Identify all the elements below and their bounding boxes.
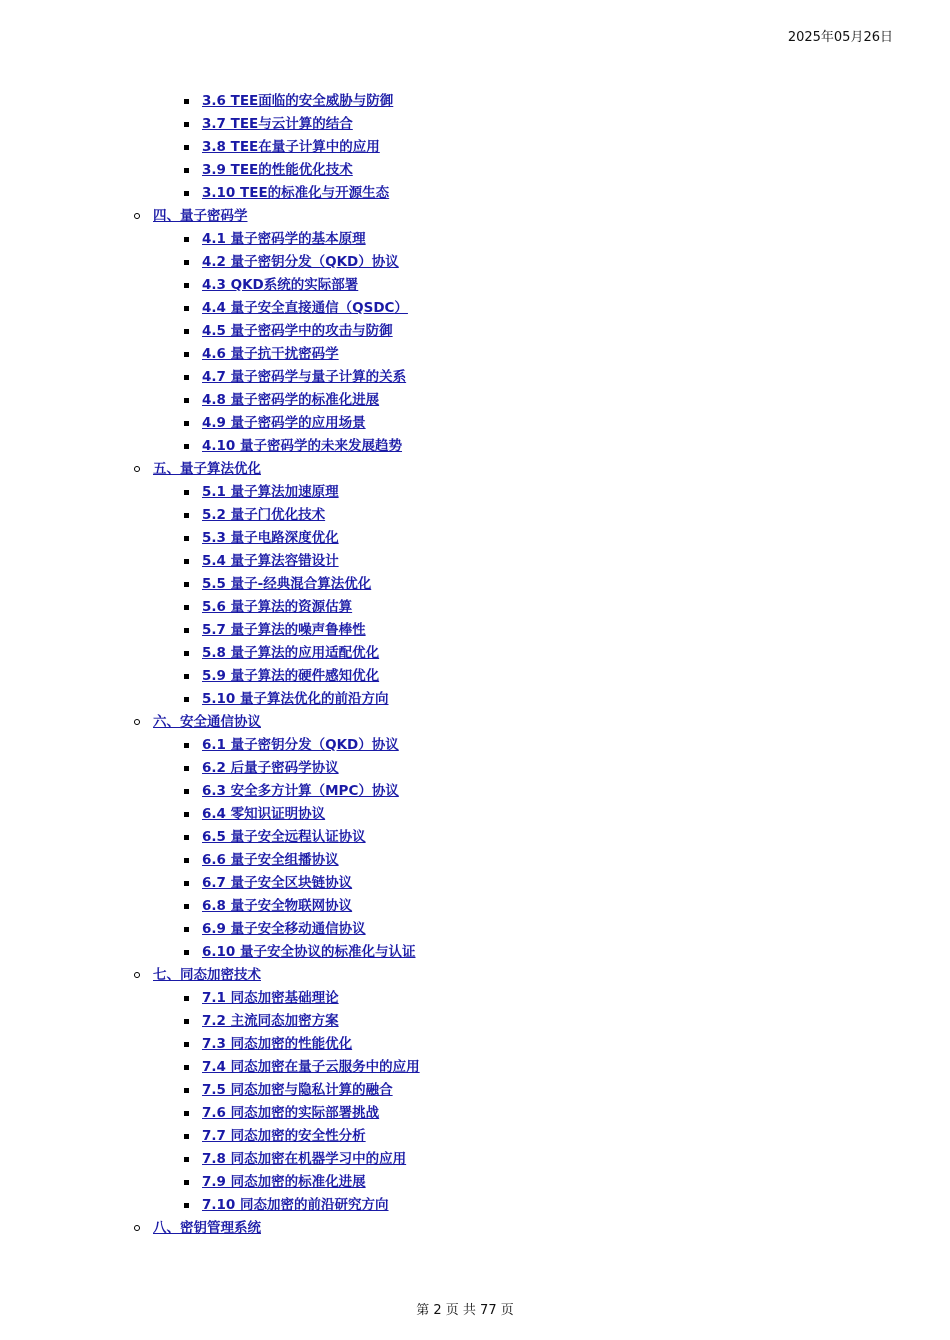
square-bullet-icon bbox=[184, 1019, 189, 1024]
header-date: 2025年05月26日 bbox=[787, 30, 893, 45]
toc-item bbox=[0, 1102, 950, 1125]
square-bullet-icon bbox=[184, 1180, 189, 1185]
toc-item bbox=[0, 435, 950, 458]
square-bullet-icon bbox=[184, 858, 189, 863]
toc-item bbox=[0, 596, 950, 619]
toc-section-link[interactable]: 六、安全通信协议 bbox=[153, 714, 261, 730]
toc-section-link[interactable]: 七、同态加密技术 bbox=[153, 967, 261, 983]
toc-item bbox=[0, 159, 950, 182]
square-bullet-icon bbox=[184, 237, 189, 242]
toc-item bbox=[0, 849, 950, 872]
square-bullet-icon bbox=[184, 1203, 189, 1208]
toc-item bbox=[0, 113, 950, 136]
square-bullet-icon bbox=[184, 283, 189, 288]
square-bullet-icon bbox=[184, 1111, 189, 1116]
square-bullet-icon bbox=[184, 1042, 189, 1047]
square-bullet-icon bbox=[184, 743, 189, 748]
toc-item-link[interactable]: 7.10 同态加密的前沿研究方向 bbox=[202, 1197, 389, 1213]
toc-item bbox=[0, 412, 950, 435]
toc-item-link[interactable]: 6.10 量子安全协议的标准化与认证 bbox=[202, 944, 416, 960]
toc-section-link[interactable]: 八、密钥管理系统 bbox=[153, 1220, 261, 1236]
toc-item-link[interactable]: 7.4 同态加密在量子云服务中的应用 bbox=[202, 1059, 420, 1075]
circle-bullet-icon bbox=[134, 972, 140, 978]
toc-item-link[interactable]: 6.7 量子安全区块链协议 bbox=[202, 875, 353, 891]
toc-item-link[interactable]: 6.3 安全多方计算（MPC）协议 bbox=[202, 783, 399, 799]
toc-item bbox=[0, 228, 950, 251]
toc-item-link[interactable]: 6.1 量子密钥分发（QKD）协议 bbox=[202, 737, 399, 753]
square-bullet-icon bbox=[184, 881, 189, 886]
toc-item-link[interactable]: 4.3 QKD系统的实际部署 bbox=[202, 277, 359, 293]
toc-item-link[interactable]: 5.6 量子算法的资源估算 bbox=[202, 599, 353, 615]
toc-item bbox=[0, 90, 950, 113]
toc-item bbox=[0, 872, 950, 895]
toc-item bbox=[0, 895, 950, 918]
toc-item bbox=[0, 1148, 950, 1171]
toc-item bbox=[0, 1194, 950, 1217]
toc-item bbox=[0, 366, 950, 389]
toc-item bbox=[0, 343, 950, 366]
toc-item-link[interactable]: 5.9 量子算法的硬件感知优化 bbox=[202, 668, 380, 684]
toc-item-link[interactable]: 5.2 量子门优化技术 bbox=[202, 507, 326, 523]
toc-item bbox=[0, 1125, 950, 1148]
toc-item bbox=[0, 182, 950, 205]
toc-item-link[interactable]: 3.10 TEE的标准化与开源生态 bbox=[202, 185, 390, 201]
toc-item-link[interactable]: 5.3 量子电路深度优化 bbox=[202, 530, 339, 546]
square-bullet-icon bbox=[184, 674, 189, 679]
square-bullet-icon bbox=[184, 605, 189, 610]
circle-bullet-icon bbox=[134, 466, 140, 472]
toc-item bbox=[0, 320, 950, 343]
toc-section bbox=[0, 711, 950, 734]
toc-item-link[interactable]: 4.10 量子密码学的未来发展趋势 bbox=[202, 438, 403, 454]
square-bullet-icon bbox=[184, 1134, 189, 1139]
toc-item bbox=[0, 941, 950, 964]
square-bullet-icon bbox=[184, 904, 189, 909]
toc-item bbox=[0, 297, 950, 320]
toc-item bbox=[0, 665, 950, 688]
toc-item-link[interactable]: 5.4 量子算法容错设计 bbox=[202, 553, 339, 569]
toc-section-link[interactable]: 五、量子算法优化 bbox=[153, 461, 261, 477]
toc-item bbox=[0, 619, 950, 642]
page-number: 第 2 页 共 77 页 bbox=[416, 1303, 514, 1318]
toc-item-link[interactable]: 6.6 量子安全组播协议 bbox=[202, 852, 339, 868]
toc-item-link[interactable]: 3.6 TEE面临的安全威胁与防御 bbox=[202, 93, 394, 109]
toc-item bbox=[0, 918, 950, 941]
toc-item-link[interactable]: 4.2 量子密钥分发（QKD）协议 bbox=[202, 254, 399, 270]
toc-item-link[interactable]: 4.6 量子抗干扰密码学 bbox=[202, 346, 339, 362]
square-bullet-icon bbox=[184, 444, 189, 449]
circle-bullet-icon bbox=[134, 719, 140, 725]
toc-item-link[interactable]: 4.7 量子密码学与量子计算的关系 bbox=[202, 369, 407, 385]
toc-item bbox=[0, 734, 950, 757]
square-bullet-icon bbox=[184, 651, 189, 656]
toc-item bbox=[0, 389, 950, 412]
toc-item-link[interactable]: 7.3 同态加密的性能优化 bbox=[202, 1036, 353, 1052]
square-bullet-icon bbox=[184, 513, 189, 518]
toc-item-link[interactable]: 5.5 量子-经典混合算法优化 bbox=[202, 576, 372, 592]
square-bullet-icon bbox=[184, 582, 189, 587]
square-bullet-icon bbox=[184, 260, 189, 265]
square-bullet-icon bbox=[184, 812, 189, 817]
square-bullet-icon bbox=[184, 122, 189, 127]
toc-section bbox=[0, 964, 950, 987]
square-bullet-icon bbox=[184, 306, 189, 311]
toc-item bbox=[0, 780, 950, 803]
toc-item bbox=[0, 550, 950, 573]
toc-item bbox=[0, 251, 950, 274]
square-bullet-icon bbox=[184, 766, 189, 771]
toc-item-link[interactable]: 6.4 零知识证明协议 bbox=[202, 806, 326, 822]
toc-item bbox=[0, 803, 950, 826]
toc-item-link[interactable]: 7.8 同态加密在机器学习中的应用 bbox=[202, 1151, 407, 1167]
square-bullet-icon bbox=[184, 375, 189, 380]
toc-item bbox=[0, 136, 950, 159]
toc-section-link[interactable]: 四、量子密码学 bbox=[153, 208, 248, 224]
square-bullet-icon bbox=[184, 191, 189, 196]
toc-item-link[interactable]: 7.5 同态加密与隐私计算的融合 bbox=[202, 1082, 393, 1098]
toc-item bbox=[0, 987, 950, 1010]
toc-section bbox=[0, 1217, 950, 1240]
square-bullet-icon bbox=[184, 421, 189, 426]
toc-item-link[interactable]: 4.4 量子安全直接通信（QSDC） bbox=[202, 300, 408, 316]
toc-item bbox=[0, 1171, 950, 1194]
square-bullet-icon bbox=[184, 329, 189, 334]
square-bullet-icon bbox=[184, 697, 189, 702]
toc-section bbox=[0, 205, 950, 228]
toc-item-link[interactable]: 4.1 量子密码学的基本原理 bbox=[202, 231, 366, 247]
toc-item bbox=[0, 481, 950, 504]
square-bullet-icon bbox=[184, 352, 189, 357]
table-of-contents bbox=[0, 90, 950, 1240]
toc-item bbox=[0, 527, 950, 550]
square-bullet-icon bbox=[184, 99, 189, 104]
toc-item bbox=[0, 1056, 950, 1079]
toc-item-link[interactable]: 7.6 同态加密的实际部署挑战 bbox=[202, 1105, 380, 1121]
toc-item-link[interactable]: 7.1 同态加密基础理论 bbox=[202, 990, 339, 1006]
toc-item bbox=[0, 504, 950, 527]
square-bullet-icon bbox=[184, 168, 189, 173]
square-bullet-icon bbox=[184, 398, 189, 403]
toc-item bbox=[0, 642, 950, 665]
square-bullet-icon bbox=[184, 536, 189, 541]
toc-item-link[interactable]: 3.8 TEE在量子计算中的应用 bbox=[202, 139, 380, 155]
toc-item bbox=[0, 757, 950, 780]
toc-item-link[interactable]: 3.9 TEE的性能优化技术 bbox=[202, 162, 353, 178]
square-bullet-icon bbox=[184, 490, 189, 495]
toc-item bbox=[0, 274, 950, 297]
toc-item-link[interactable]: 7.7 同态加密的安全性分析 bbox=[202, 1128, 366, 1144]
square-bullet-icon bbox=[184, 789, 189, 794]
square-bullet-icon bbox=[184, 950, 189, 955]
circle-bullet-icon bbox=[134, 213, 140, 219]
square-bullet-icon bbox=[184, 628, 189, 633]
toc-item-link[interactable]: 4.5 量子密码学中的攻击与防御 bbox=[202, 323, 393, 339]
toc-item-link[interactable]: 3.7 TEE与云计算的结合 bbox=[202, 116, 353, 132]
toc-item bbox=[0, 573, 950, 596]
toc-item bbox=[0, 1033, 950, 1056]
toc-item-link[interactable]: 6.2 后量子密码学协议 bbox=[202, 760, 339, 776]
toc-item-link[interactable]: 5.7 量子算法的噪声鲁棒性 bbox=[202, 622, 366, 638]
circle-bullet-icon bbox=[134, 1225, 140, 1231]
square-bullet-icon bbox=[184, 927, 189, 932]
toc-item-link[interactable]: 6.5 量子安全远程认证协议 bbox=[202, 829, 366, 845]
square-bullet-icon bbox=[184, 835, 189, 840]
toc-item-link[interactable]: 4.8 量子密码学的标准化进展 bbox=[202, 392, 380, 408]
square-bullet-icon bbox=[184, 1088, 189, 1093]
square-bullet-icon bbox=[184, 559, 189, 564]
toc-item bbox=[0, 688, 950, 711]
square-bullet-icon bbox=[184, 145, 189, 150]
toc-item-link[interactable]: 5.1 量子算法加速原理 bbox=[202, 484, 339, 500]
toc-item bbox=[0, 1079, 950, 1102]
toc-item-link[interactable]: 6.8 量子安全物联网协议 bbox=[202, 898, 353, 914]
toc-item-link[interactable]: 4.9 量子密码学的应用场景 bbox=[202, 415, 366, 431]
toc-section bbox=[0, 458, 950, 481]
square-bullet-icon bbox=[184, 996, 189, 1001]
toc-item-link[interactable]: 5.8 量子算法的应用适配优化 bbox=[202, 645, 380, 661]
toc-item bbox=[0, 826, 950, 849]
square-bullet-icon bbox=[184, 1065, 189, 1070]
toc-item-link[interactable]: 6.9 量子安全移动通信协议 bbox=[202, 921, 366, 937]
toc-item-link[interactable]: 7.2 主流同态加密方案 bbox=[202, 1013, 339, 1029]
toc-item-link[interactable]: 7.9 同态加密的标准化进展 bbox=[202, 1174, 366, 1190]
square-bullet-icon bbox=[184, 1157, 189, 1162]
toc-item bbox=[0, 1010, 950, 1033]
toc-item-link[interactable]: 5.10 量子算法优化的前沿方向 bbox=[202, 691, 389, 707]
